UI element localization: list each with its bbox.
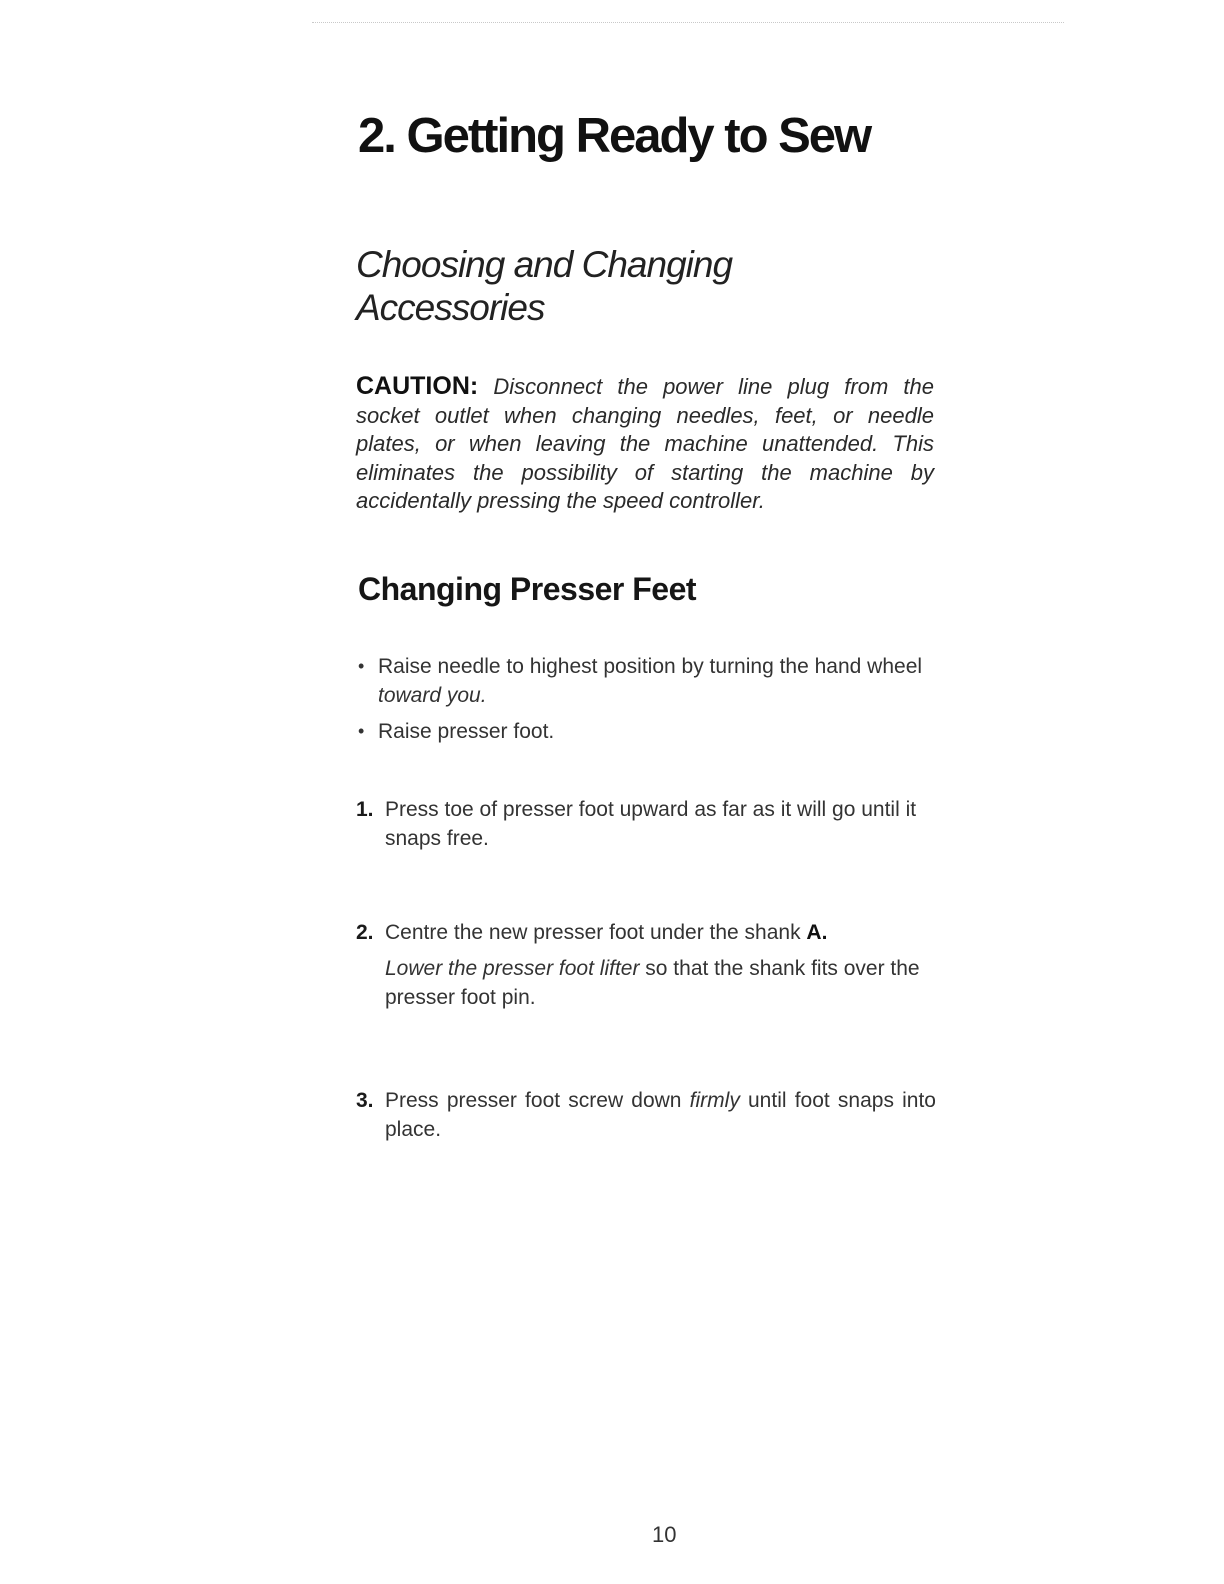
step-paragraph <box>356 954 936 1012</box>
section-title <box>356 243 732 329</box>
scan-edge-line <box>312 22 1064 23</box>
shank-label: A. <box>806 921 828 944</box>
step-number: 1. <box>356 798 374 821</box>
step-paragraph-text: so that the shank fits over the presser foot pin. <box>385 957 920 1009</box>
list-item <box>356 652 936 710</box>
bullet-text: Raise presser foot. <box>378 720 555 743</box>
step-text <box>356 918 936 947</box>
step-text-after: until foot snaps into place. <box>385 1089 936 1141</box>
section-title-line1: Choosing and Changing <box>356 244 733 285</box>
step-text-main: Centre the new presser foot under the shank <box>385 921 807 944</box>
step-text <box>356 1086 936 1144</box>
step-2 <box>356 918 936 1012</box>
bullet-emphasis: toward you. <box>378 684 487 707</box>
chapter-title: 2. Getting Ready to Sew <box>358 109 871 163</box>
step-emphasis: firmly <box>689 1089 740 1112</box>
step-3 <box>356 1086 936 1144</box>
caution-notice <box>356 372 934 516</box>
bullet-icon: • <box>358 656 365 676</box>
step-number: 3. <box>356 1089 374 1112</box>
list-item <box>356 717 936 746</box>
step-text: Press toe of presser foot upward as far as it will go until it snaps free. <box>385 798 917 850</box>
step-number: 2. <box>356 921 374 944</box>
page-number: 10 <box>652 1522 677 1547</box>
bullet-text: Raise needle to highest position by turning the hand wheel <box>378 655 923 678</box>
subsection-title: Changing Presser Feet <box>358 571 697 607</box>
caution-label: CAUTION: <box>356 372 479 400</box>
section-title-line2: Accessories <box>356 287 545 328</box>
preparation-list <box>356 652 936 753</box>
step-emphasis: Lower the presser foot lifter <box>385 957 640 980</box>
caution-text: Disconnect the power line plug from the socket outlet when changing needles, feet, or needle plates, or when leaving the machine unattended. This eliminates the possibility of starting the machine by accidentally pressing the speed controller. <box>356 374 934 513</box>
step-1 <box>356 795 936 853</box>
bullet-icon: • <box>358 721 365 741</box>
step-text-before: Press presser foot screw down <box>385 1089 690 1112</box>
